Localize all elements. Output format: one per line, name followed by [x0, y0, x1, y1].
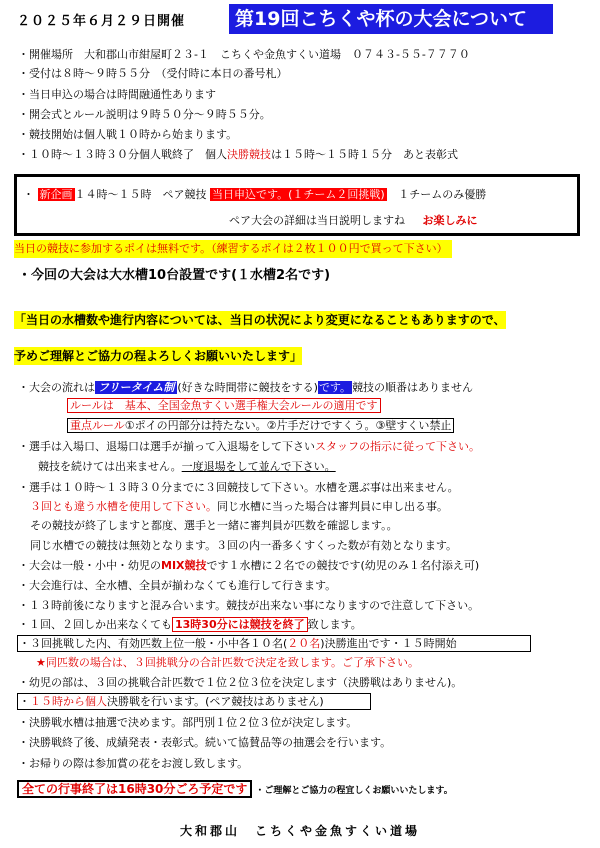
entry-line [18, 439, 480, 455]
final-c: )決勝進出です・１５時開始 [320, 637, 457, 650]
indiv-b: １５時から個人 [30, 695, 107, 708]
end-thanks: ・ご理解とご協力の程宜しくお願いいたします。 [255, 786, 453, 796]
mix-text: MIX競技 [161, 559, 207, 572]
key-rule-box [67, 418, 454, 433]
key-rule-label: 重点ルール [70, 419, 125, 432]
category-line [18, 558, 479, 574]
indiv-c: 決勝戦を行います。(ペア競技はありません) [107, 695, 324, 708]
twenty-text: ２０名 [287, 637, 321, 650]
rule-text: ルールは 基本、全国金魚すくい選手権大会ルールの適用です [67, 398, 381, 413]
start-line: ・競技開始は個人戦１０時から始まります。 [18, 128, 238, 141]
flow-c: (好きな時間帯に競技をする) [177, 381, 318, 394]
event-date: ２０２５年６月２９日開催 [17, 14, 186, 29]
same-tank-line: 同じ水槽での競技は無効となります。３回の内一番多くすくった数が有効となります。 [30, 539, 458, 552]
tie-line: ★同匹数の場合は、３回挑戦分の合計匹数で決定を致します。ご了承下さい。 [36, 656, 419, 669]
three-tanks-line [30, 499, 448, 515]
cat-a: ・大会は一般・小中・幼児の [18, 559, 161, 572]
kids-line: ・幼児の部は、３回の挑戦合計匹数で１位２位３位を決定します（決勝戦はありません)。 [18, 676, 463, 689]
cat-c: です１水槽に２名での競技です(幼児のみ１名付添え可) [206, 559, 480, 572]
schedule-c: は１５時～１５時１５分 あと表彰式 [271, 148, 458, 161]
notice-line-2: 予めご理解とご協力の程よろしくお願いいたします」 [14, 349, 303, 363]
finalist-line [17, 635, 531, 652]
crowd-line: ・１３時前後になりますと混み合います。競技が出来ない事になりますので注意して下さい。 [18, 599, 480, 612]
exit-once-text: 一度退場をして並んで下さい。 [181, 460, 336, 473]
end-line [17, 780, 453, 800]
new-plan-badge: 新企画 [39, 188, 73, 201]
pair-event-box [14, 174, 580, 236]
same-day-apply-badge: 当日申込です。(１チーム２回挑戦) [212, 188, 385, 201]
enjoy-text: お楽しみに [422, 214, 478, 227]
box-bullet: ・ [23, 188, 34, 201]
pair-detail-line [229, 213, 478, 229]
rule-line [67, 398, 381, 413]
pair-winner: １チームのみ優勝 [398, 188, 487, 201]
notice-line-1: 「当日の水槽数や進行内容については、当日の状況により変更になることもありますので、 [14, 313, 506, 327]
judge-line: その競技が終了しますと都度、選手と一緒に審判員が匹数を確認します。。 [30, 519, 398, 532]
players-line: ・選手は１０時～１３時３０分までに３回競技して下さい。水槽を選ぶ事は出来ません。 [18, 481, 459, 494]
final-a: ・３回挑戦した内、有効匹数上位一般・小中各１０名( [19, 637, 288, 650]
pair-detail: ペア大会の詳細は当日説明しますね [229, 214, 405, 227]
flow-desu: です。 [318, 381, 352, 394]
final-competition-text: 決勝競技 [227, 148, 271, 161]
staff-instruction: スタッフの指示に従って下さい。 [315, 440, 480, 453]
end-1330-text: 13時30分には競技を終了 [172, 617, 308, 632]
key-rule-text: ①ポイの円部分は持たない。②片手だけですくう。③壁すくい禁止 [124, 419, 452, 432]
entry2-a: 競技を続けては出来ません。 [38, 460, 182, 473]
once-a: ・１回、２回しか出来なくても [18, 618, 172, 631]
schedule-line [18, 147, 458, 163]
footer-dojo-name: 大和郡山 こちくや金魚すくい道場 [179, 824, 420, 838]
once-c: 致します。 [307, 618, 362, 631]
three-tanks-red: ３回とも違う水槽を使用して下さい。 [30, 500, 217, 513]
individual-final-line [17, 693, 371, 710]
opening-line: ・開会式とルール説明は９時５０分～９時５５分。 [18, 108, 271, 121]
page-title: 第19回こちくや杯の大会について [229, 4, 553, 34]
pair-time: １４時～１５時 ペア競技 [74, 188, 207, 201]
entry-line-2 [38, 459, 336, 475]
venue-line: ・開催場所 大和郡山市紺屋町２３-１ こちくや金魚すくい道場 ０７４３-５５-７７７０ [18, 48, 470, 61]
free-poi-note: 当日の競技に参加するポイは無料です。（練習するポイは２枚１００円で買って下さい） [14, 240, 452, 258]
pair-event-line [23, 187, 486, 203]
indiv-a: ・ [19, 695, 30, 708]
flow-a: ・大会の流れは [18, 381, 95, 394]
free-time-badge: フリータイム制 [95, 381, 177, 394]
end-time-box: 全ての行事終了は16時30分ごろ予定です [17, 780, 252, 798]
progress-line: ・大会進行は、全水槽、全員が揃わなくても進行して行きます。 [18, 579, 337, 592]
tank-note: ・今回の大会は大水槽10台設置です(１水槽2名です) [18, 268, 331, 283]
flow-line [18, 380, 473, 396]
key-rule-line [67, 418, 454, 433]
after-line: ・決勝戦終了後、成績発表・表彰式。続いて協賛品等の抽選会を行います。 [18, 736, 392, 749]
reception-line: ・受付は８時～９時５５分 （受付時に本日の番号札） [18, 67, 288, 80]
three-tanks-b: 同じ水槽に当った場合は審判員に申し出る事。 [217, 500, 448, 513]
schedule-a: ・１０時～１３時３０分個人戦終了 個人 [18, 148, 227, 161]
entry-a: ・選手は入場口、退場口は選手が揃って入退場をして下さい [18, 440, 315, 453]
flow-e: 競技の順番はありません [352, 381, 474, 394]
gift-line: ・お帰りの際は参加賞の花をお渡し致します。 [18, 757, 249, 770]
lottery-line: ・決勝戦水槽は抽選で決めます。部門別１位２位３位が決定します。 [18, 716, 358, 729]
same-day-line: ・当日申込の場合は時間融通性あります [18, 88, 216, 101]
end-time-line [18, 617, 362, 633]
